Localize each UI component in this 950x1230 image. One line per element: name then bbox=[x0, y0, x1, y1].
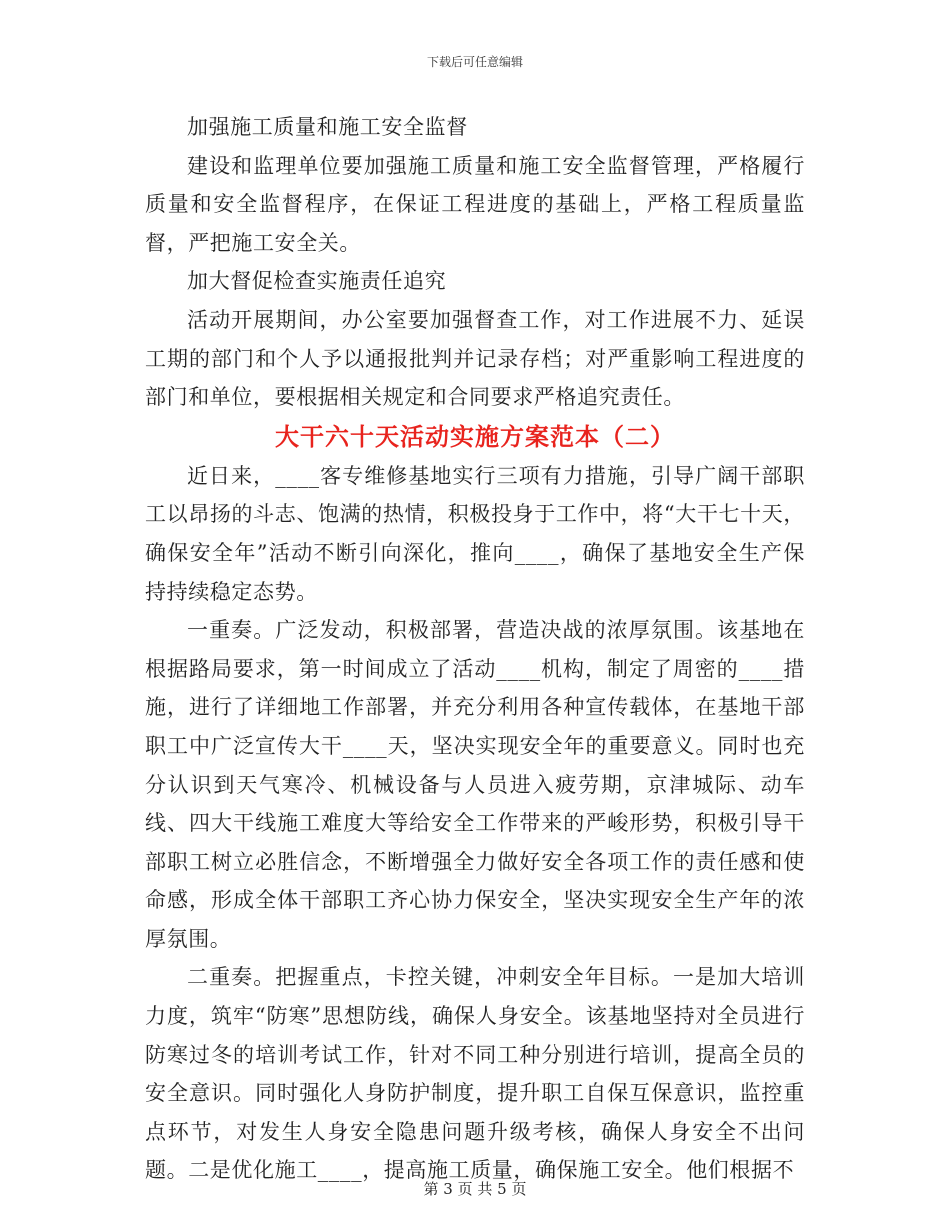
paragraph-heading-inspection: 加大督促检查实施责任追究 bbox=[187, 269, 447, 294]
page-header: 下载后可任意编辑 bbox=[426, 55, 523, 69]
paragraph: 近日来，____客专维修基地实行三项有力措施，引导广阔干部职工以昂扬的斗志、饱满的热情，积极投身于工作中，将“大干七十天，确保安全年”活动不断引向深化，推向____，确保了基地安全生产保持持续稳定态势。 bbox=[145, 463, 805, 604]
paragraph: 建设和监理单位要加强施工质量和施工安全监督管理，严格履行质量和安全监督程序，在保证工程进度的基础上，严格工程质量监督，严把施工安全关。 bbox=[145, 153, 805, 255]
paragraph: 一重奏。广泛发动，积极部署，营造决战的浓厚氛围。该基地在根据路局要求，第一时间成立了活动____机构，制定了周密的____措施，进行了详细地工作部署，并充分利用各种宣传载体，在基地干部职工中广泛宣传大干____天，坚决实现安全年的重要意义。同时也充分认识到天气寒冷、机械设备与人员进入疲劳期，京津城际、动车线、四大干线施工难度大等给安全工作带来的严峻形势，积极引导干部职工树立必胜信念，不断增强全力做好安全各项工作的责任感和使命感，形成全体干部职工齐心协力保安全，坚决实现安全生产年的浓厚氛围。 bbox=[145, 618, 805, 951]
paragraph: 二重奏。把握重点，卡控关键，冲刺安全年目标。一是加大培训力度，筑牢“防寒”思想防线，确保人身安全。该基地坚持对全员进行防寒过冬的培训考试工作，针对不同工种分别进行培训，提高全员的安全意识。同时强化人身防护制度，提升职工自保互保意识，监控重点环节，对发生人身安全隐患问题升级考核，确保人身安全不出问题。二是优化施工____，提高施工质量，确保施工安全。他们根据不 bbox=[145, 965, 805, 1183]
document-body bbox=[145, 108, 805, 1190]
paragraph: 活动开展期间，办公室要加强督查工作，对工作进展不力、延误工期的部门和个人予以通报批判并记录存档；对严重影响工程进度的部门和单位，要根据相关规定和合同要求严格追究责任。 bbox=[145, 307, 805, 410]
paragraph-heading-supervision: 加强施工质量和施工安全监督 bbox=[187, 115, 468, 139]
page-number: 第 3 页 共 5 页 bbox=[423, 1180, 527, 1198]
section-title: 大干六十天活动实施方案范本（二） bbox=[275, 422, 675, 451]
